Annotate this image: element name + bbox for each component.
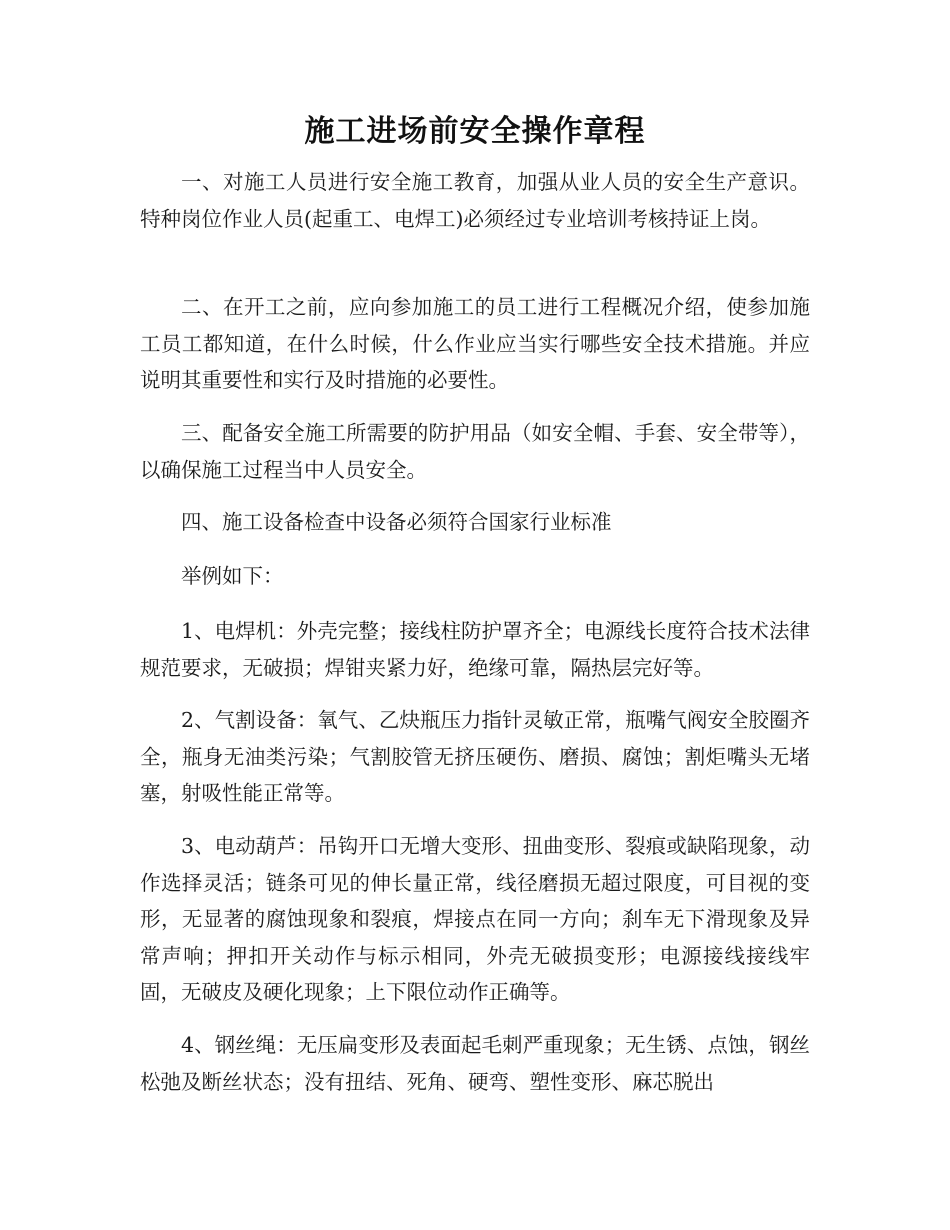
paragraph-5: 举例如下： xyxy=(181,564,284,588)
paragraph-8: 3、电动葫芦：吊钩开口无增大变形、扭曲变形、裂痕或缺陷现象，动作选择灵活；链条可见的伸长量正常，线径磨损无超过限度，可目视的变形，无显著的腐蚀现象和裂痕，焊接点在同一方向；刹车无下滑现象及异常声响；押扣开关动作与标示相同，外壳无破损变形；电源接线接线牢固，无破皮及硬化现象；上下限位动作正确等。 xyxy=(140,834,810,1004)
paragraph-4: 四、施工设备检查中设备必须符合国家行业标准 xyxy=(181,510,612,534)
paragraph-1: 一、对施工人员进行安全施工教育，加强从业人员的安全生产意识。特种岗位作业人员(起重工、电焊工)必须经过专业培训考核持证上岗。 xyxy=(140,170,810,231)
paragraph-7: 2、气割设备：氧气、乙炔瓶压力指针灵敏正常，瓶嘴气阀安全胶圈齐全，瓶身无油类污染；气割胶管无挤压硬伤、磨损、腐蚀；割炬嘴头无堵塞，射吸性能正常等。 xyxy=(140,708,810,805)
paragraph-3: 三、配备安全施工所需要的防护用品（如安全帽、手套、安全带等），以确保施工过程当中人员安全。 xyxy=(140,421,810,482)
paragraph-9: 4、钢丝绳：无压扁变形及表面起毛刺严重现象；无生锈、点蚀，钢丝松弛及断丝状态；没有扭结、死角、硬弯、塑性变形、麻芯脱出 xyxy=(140,1033,810,1094)
document-title: 施工进场前安全操作章程 xyxy=(304,114,646,149)
paragraph-6: 1、电焊机：外壳完整；接线柱防护罩齐全；电源线长度符合技术法律规范要求，无破损；焊钳夹紧力好，绝缘可靠，隔热层完好等。 xyxy=(140,619,810,680)
paragraph-2: 二、在开工之前，应向参加施工的员工进行工程概况介绍，使参加施工员工都知道，在什么时候，什么作业应当实行哪些安全技术措施。并应说明其重要性和实行及时措施的必要性。 xyxy=(140,295,810,392)
